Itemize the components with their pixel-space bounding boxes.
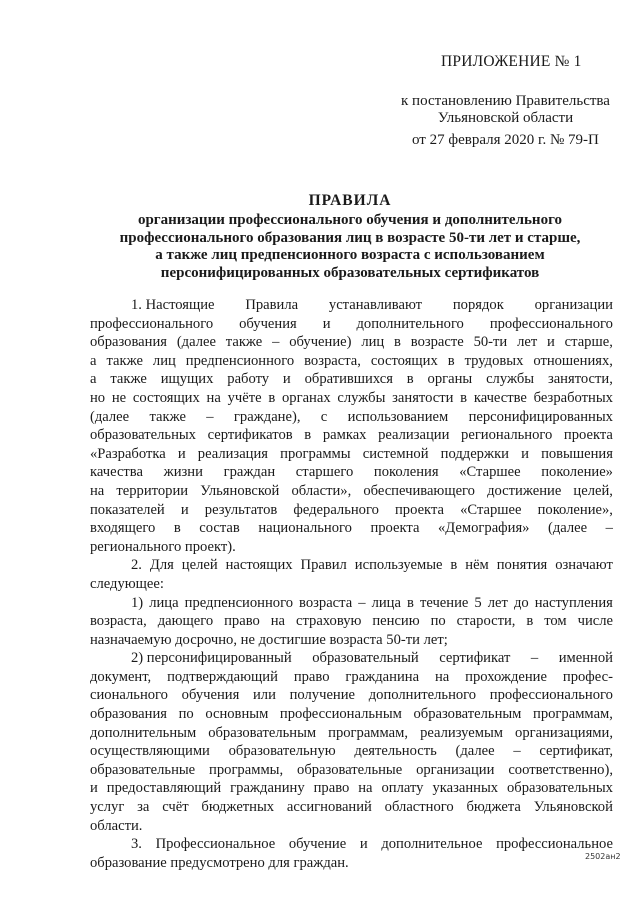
resolution-line: Ульяновской области	[437, 110, 574, 126]
word: лиц	[361, 334, 385, 351]
word: в	[268, 389, 276, 406]
word: 1. Настоящие	[131, 297, 215, 313]
word: в	[173, 520, 181, 537]
text-line	[90, 333, 613, 352]
word: сионального	[90, 687, 168, 704]
word: гражданина	[345, 668, 420, 685]
word: граждане),	[233, 408, 301, 425]
word: счёт	[162, 799, 189, 816]
word: –	[513, 743, 521, 760]
word: проекта	[395, 501, 444, 518]
word: системной	[362, 445, 429, 462]
word: (далее	[90, 408, 130, 425]
word: реализации	[378, 427, 450, 444]
word: также	[110, 371, 147, 388]
word: службы	[337, 389, 386, 406]
word: образовательную	[228, 743, 336, 760]
word: ищущих	[160, 371, 214, 388]
word: соответственно),	[508, 761, 613, 778]
text-line	[90, 779, 613, 798]
text-line: регионального проект).	[90, 538, 236, 555]
word: а	[90, 352, 97, 369]
word: бюджета	[466, 799, 521, 816]
document-title: ПРАВИЛА	[308, 192, 392, 209]
word: обучения	[181, 687, 240, 704]
word: до	[513, 594, 529, 611]
text-line	[90, 612, 613, 631]
word: –	[530, 650, 539, 667]
word: дополнительным	[90, 724, 197, 741]
word: «Демография»	[437, 520, 530, 537]
word: используемые	[354, 557, 443, 574]
word: профессионального	[489, 687, 613, 704]
word: осуществляющими	[90, 743, 210, 760]
word: и	[547, 334, 555, 351]
word: федерального	[293, 501, 379, 518]
word: но	[90, 389, 106, 406]
word: работу	[227, 371, 270, 388]
text-line	[90, 705, 613, 724]
text-line: назначаемую досрочно, не достигшие возраста 50-ти лет;	[90, 631, 448, 648]
word: «Разработка	[90, 445, 166, 462]
subtitle-line: профессионального образования лиц в возрасте 50-ти лет и старше,	[119, 229, 581, 246]
word: программам,	[533, 706, 613, 723]
text-line	[90, 352, 613, 371]
word: образовательным	[413, 706, 522, 723]
word: –	[358, 594, 366, 611]
word: в	[406, 371, 414, 388]
word: проекта	[370, 520, 420, 537]
text-line	[90, 798, 613, 817]
text-line	[90, 668, 613, 687]
word: документ,	[90, 668, 152, 685]
word: учёте	[227, 389, 262, 406]
word: по	[430, 613, 446, 630]
word: услуг	[90, 799, 125, 816]
word: в	[407, 594, 414, 611]
word: профессиональным	[279, 706, 402, 723]
word: образования	[90, 334, 167, 351]
document-code: 2502ан2	[585, 852, 621, 861]
text-line	[90, 835, 613, 854]
word: и	[282, 371, 291, 388]
word: и	[90, 780, 98, 797]
word: Правила	[245, 297, 299, 313]
word: результатов	[204, 501, 278, 518]
resolution-reference	[398, 93, 613, 127]
word: Для	[149, 557, 174, 574]
word: возраста,	[90, 613, 147, 630]
word: целей	[181, 557, 218, 574]
word: качестве	[473, 389, 527, 406]
word: обучение	[288, 836, 347, 853]
word: лица	[149, 594, 179, 611]
word: 3.	[131, 836, 142, 853]
word: профес-	[562, 668, 613, 685]
word: достижение	[487, 482, 562, 499]
word: сертификатов	[207, 427, 293, 444]
word: персонифицированных	[468, 408, 613, 425]
word: обучения	[239, 315, 297, 332]
word: программы	[280, 445, 351, 462]
word: повышения	[541, 445, 613, 462]
word: состав	[199, 520, 240, 537]
word: возрасте	[410, 334, 464, 351]
word: обратившихся	[304, 371, 393, 388]
document-subtitle	[100, 212, 600, 282]
text-line	[90, 594, 613, 613]
text-line	[90, 742, 613, 761]
word: течение	[419, 594, 469, 611]
word: получение	[289, 687, 356, 704]
resolution-date: от 27 февраля 2020 г. № 79-П	[412, 132, 599, 148]
word: Ульяновской	[200, 482, 280, 499]
word: нём	[465, 557, 489, 574]
text-line	[90, 296, 613, 315]
word: органах	[281, 389, 331, 406]
word: дополнительное	[381, 836, 483, 853]
subtitle-line: а также лиц предпенсионного возраста с использованием	[155, 247, 545, 263]
word: регионального	[461, 427, 553, 444]
word: дополнительного	[356, 315, 464, 332]
word: означают	[555, 557, 613, 574]
word: входящего	[90, 520, 156, 537]
text-line	[90, 724, 613, 743]
word: предпенсионного	[184, 594, 293, 611]
word: организации	[534, 297, 613, 313]
word: или	[253, 687, 276, 704]
word: программы,	[209, 761, 284, 778]
word: обучение)	[289, 334, 352, 351]
word: дающего	[157, 613, 214, 630]
word: Ульяновской	[533, 799, 613, 816]
text-line	[90, 315, 613, 334]
word: образовательные	[90, 761, 196, 778]
word: состоящих	[370, 352, 438, 369]
word: отношениях,	[533, 352, 613, 369]
word: устанавливают	[328, 297, 423, 313]
word: за	[137, 799, 150, 816]
word: возраста	[299, 594, 353, 611]
word: профессиональное	[496, 836, 613, 853]
text-line	[90, 445, 613, 464]
text-line	[90, 408, 613, 427]
word: 50-ти	[473, 334, 508, 351]
text-line	[90, 649, 613, 668]
word: организации	[416, 761, 495, 778]
word: указанных	[432, 780, 499, 797]
word: реализация	[197, 445, 269, 462]
word: в	[447, 352, 455, 369]
word: жизни	[163, 464, 203, 481]
word: территории	[116, 482, 189, 499]
word: на	[206, 389, 221, 406]
word: в	[460, 389, 468, 406]
word: образовательные	[297, 761, 403, 778]
word: национального	[258, 520, 352, 537]
word: –	[206, 408, 214, 425]
word: 2) персонифицированный	[131, 650, 292, 667]
word: –	[272, 334, 280, 351]
word: лиц	[152, 352, 176, 369]
word: именной	[558, 650, 613, 667]
word: образовательным	[208, 724, 317, 741]
word: лица	[371, 594, 401, 611]
word: 1)	[131, 594, 144, 611]
word: подтверждающий	[167, 668, 278, 685]
text-line	[90, 426, 613, 445]
word: занятости,	[547, 371, 613, 388]
word: сертификат	[439, 650, 511, 667]
word: образовательных	[90, 427, 196, 444]
word: страховую	[295, 613, 362, 630]
word: образования	[90, 706, 167, 723]
word: показателей	[90, 501, 165, 518]
word: 5	[474, 594, 482, 611]
word: старше,	[564, 334, 613, 351]
text-line	[90, 556, 613, 575]
word: лет	[517, 334, 538, 351]
word: ассигнований	[286, 799, 372, 816]
word: на	[434, 668, 450, 685]
word: областного	[384, 799, 454, 816]
word: в	[304, 427, 312, 444]
word: бюджетных	[201, 799, 275, 816]
subtitle-line: организации профессионального обучения и дополнительного	[137, 212, 563, 228]
word: также	[106, 352, 143, 369]
word: (далее	[176, 334, 216, 351]
word: в	[394, 334, 401, 351]
word: на	[90, 482, 105, 499]
word: целей,	[573, 482, 613, 499]
text-line	[90, 482, 613, 501]
text-line	[90, 389, 613, 408]
word: (далее	[455, 743, 495, 760]
word: прохождение	[465, 668, 547, 685]
document-body	[90, 296, 613, 872]
word: и	[180, 501, 189, 518]
text-line	[90, 519, 613, 538]
word: профессионального	[489, 315, 613, 332]
word: профессионального	[90, 315, 214, 332]
word: в	[450, 557, 458, 574]
word: обеспечивающего	[363, 482, 475, 499]
word: и	[322, 315, 331, 332]
subtitle-line: персонифицированных образовательных сертификатов	[160, 264, 540, 281]
word: и	[177, 445, 186, 462]
word: оплату	[381, 780, 424, 797]
word: с	[320, 408, 328, 425]
word: не	[111, 389, 127, 406]
word: право	[224, 613, 260, 630]
word: трудовых	[464, 352, 524, 369]
word: также	[225, 334, 263, 351]
word: предоставляющий	[106, 780, 222, 797]
text-line	[90, 761, 613, 780]
word: настоящих	[225, 557, 293, 574]
word: службы	[486, 371, 535, 388]
text-line	[90, 501, 613, 520]
word: а	[90, 371, 97, 388]
word: том	[544, 613, 567, 630]
word: в	[526, 613, 534, 630]
word: предпенсионного	[185, 352, 295, 369]
word: и	[521, 445, 529, 462]
word: Профессиональное	[155, 836, 276, 853]
text-line: области.	[90, 817, 143, 834]
text-line	[90, 686, 613, 705]
word: образовательный	[312, 650, 419, 667]
word: основным	[205, 706, 269, 723]
word: занятости	[392, 389, 454, 406]
text-line	[90, 463, 613, 482]
text-line: следующее:	[90, 575, 164, 592]
word: сертификат,	[539, 743, 613, 760]
word: старшего	[295, 464, 354, 481]
word: пенсию	[372, 613, 420, 630]
word: качества	[90, 464, 143, 481]
word: 2.	[131, 557, 142, 574]
word: органы	[427, 371, 473, 388]
word: поколение»,	[537, 501, 613, 518]
word: поколения	[373, 464, 439, 481]
word: «Старшее	[459, 464, 521, 481]
word: на	[270, 613, 286, 630]
word: по	[178, 706, 194, 723]
word: также	[149, 408, 186, 425]
word: образовательных	[507, 780, 613, 797]
word: старости,	[456, 613, 516, 630]
word: рамках	[322, 427, 367, 444]
word: –	[605, 520, 613, 537]
resolution-line: к постановлению Правительства	[401, 93, 610, 109]
word: организациями,	[515, 724, 613, 741]
word: и	[359, 836, 368, 853]
word: граждан	[223, 464, 276, 481]
word: возраста,	[304, 352, 361, 369]
word: области»,	[291, 482, 352, 499]
word: гражданину	[230, 780, 305, 797]
word: Правил	[300, 557, 347, 574]
word: на	[358, 780, 373, 797]
word: дополнительного	[368, 687, 477, 704]
word: наступления	[534, 594, 613, 611]
word: «Старшее	[460, 501, 522, 518]
word: безработных	[533, 389, 613, 406]
word: порядок	[452, 297, 504, 313]
word: поддержки	[440, 445, 509, 462]
word: использованием	[347, 408, 449, 425]
word: понятия	[496, 557, 548, 574]
word: право	[293, 668, 330, 685]
word: проекта	[563, 427, 613, 444]
word: право	[313, 780, 350, 797]
word: (далее	[548, 520, 588, 537]
word: программам,	[328, 724, 409, 741]
word: состоящих	[132, 389, 200, 406]
text-line: образование предусмотрено для граждан.	[90, 854, 349, 871]
appendix-label: ПРИЛОЖЕНИЕ № 1	[441, 53, 582, 70]
word: поколение»	[541, 464, 613, 481]
word: реализуемым	[420, 724, 504, 741]
text-line	[90, 370, 613, 389]
word: числе	[577, 613, 613, 630]
word: лет	[487, 594, 508, 611]
word: деятельность	[354, 743, 437, 760]
